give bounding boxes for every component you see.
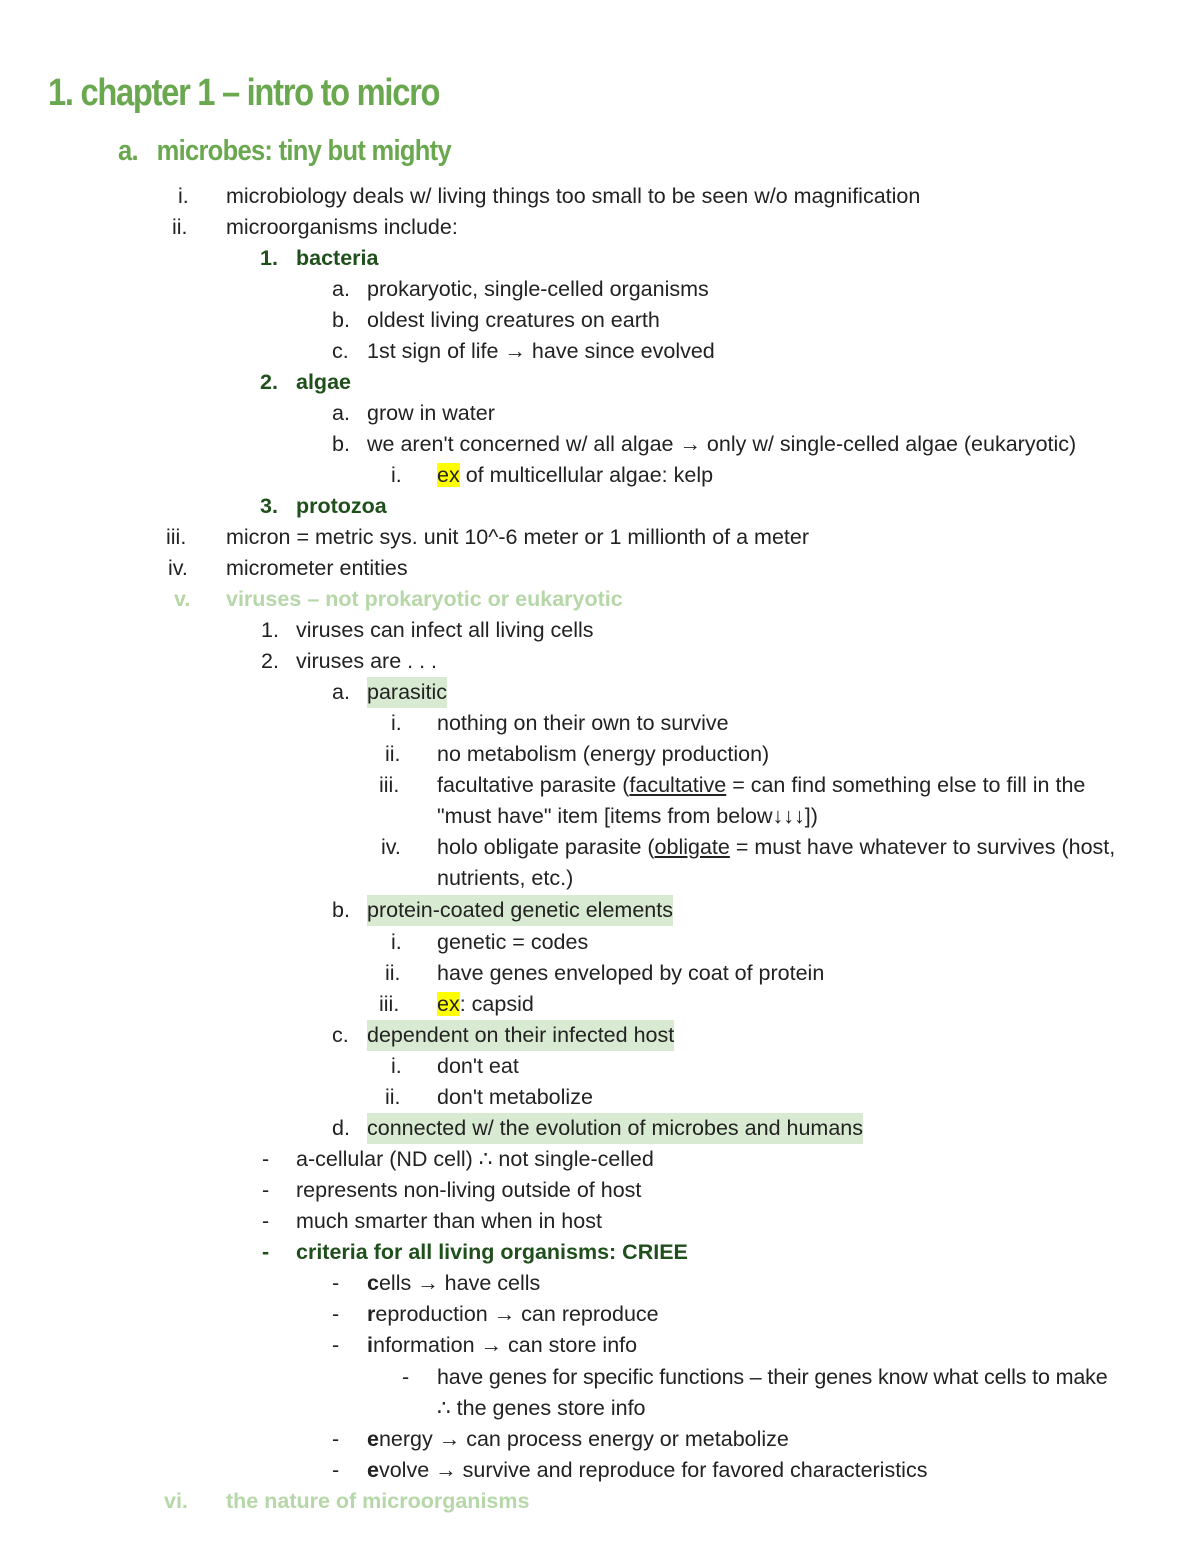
section-marker: a. (118, 135, 138, 167)
chapter-heading (48, 72, 439, 115)
example-highlight: ex (437, 463, 460, 487)
term-underline: obligate (654, 835, 730, 859)
section-heading (118, 135, 451, 168)
section-title: microbes: tiny but mighty (156, 135, 451, 167)
chapter-number: 1. (48, 72, 73, 114)
chapter-title: chapter 1 – intro to micro (80, 72, 440, 114)
term-underline: facultative (629, 773, 727, 797)
example-highlight: ex (437, 992, 460, 1016)
